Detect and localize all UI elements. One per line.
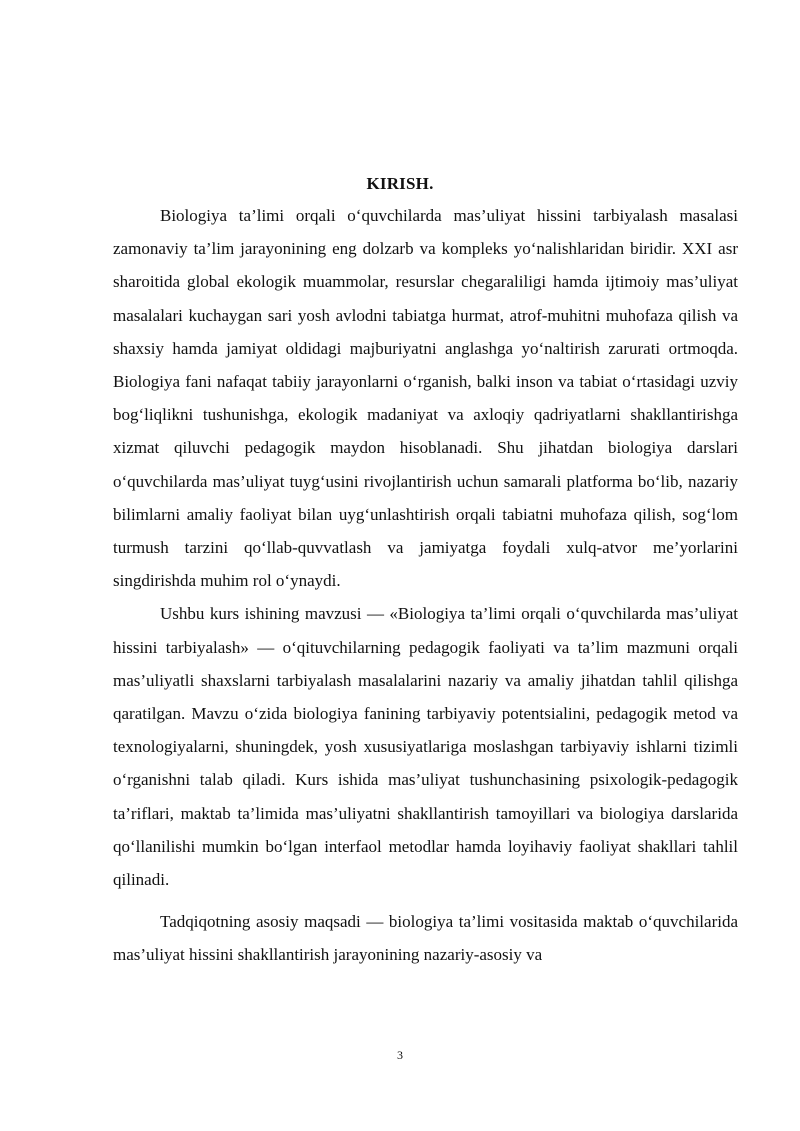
page-title: KIRISH. (366, 174, 434, 193)
paragraph-topic: Ushbu kurs ishining mavzusi — «Biologiya ta’limi orqali o‘quvchilarda mas’uliyat hissini tarbiyalash» — o‘qituvchilarning pedagogik faoliyati va ta’lim mazmuni orqali mas’uliyatli shaxslarni tarbiyalash masalalarini nazariy va amaliy jihatdan tahlil qilishga qaratilgan. Mavzu o‘zida biologiya fanining tarbiyaviy potentsialini, pedagogik metod va texnologiyalarni, shuningdek, yosh xususiyatlariga moslashgan tarbiyaviy ishlarni tizimli o‘rganishni talab qiladi. Kurs ishida mas’uliyat tushunchasining psixologik-pedagogik ta’riflari, maktab ta’limida mas’uliyatni shakllantirish tamoyillari va biologiya darslarida qo‘llanilishi mumkin bo‘lgan interfaol metodlar hamda loyihaviy faoliyat shakllari tahlil qilinadi. (113, 604, 738, 890)
paragraph-goal: Tadqiqotning asosiy maqsadi — biologiya ta’limi vositasida maktab o‘quvchilarida mas’uliyat hissini shakllantirish jarayonining nazariy-asosiy va (113, 912, 738, 965)
body-text (113, 199, 738, 972)
paragraph-intro: Biologiya ta’limi orqali o‘quvchilarda mas’uliyat hissini tarbiyalash masalasi zamonaviy ta’lim jarayonining eng dolzarb va kompleks yo‘nalishlaridan biridir. XXI asr sharoitida global ekologik muammolar, resurslar chegaraliligi hamda ijtimoiy mas’uliyat masalalari kuchaygan sari yosh avlodni tabiatga hurmat, atrof-muhitni muhofaza qilish va shaxsiy hamda jamiyat oldidagi majburiyatni anglashga yo‘naltirish zarurati ortmoqda. Biologiya fani nafaqat tabiiy jarayonlarni o‘rganish, balki inson va tabiat o‘rtasidagi uzviy bog‘liqlikni tushunishga, ekologik madaniyat va axloqiy qadriyatlarni shakllantirishga xizmat qiluvchi pedagogik maydon hisoblanadi. Shu jihatdan biologiya darslari o‘quvchilarda mas’uliyat tuyg‘usini rivojlantirish uchun samarali platforma bo‘lib, nazariy bilimlarni amaliy faoliyat bilan uyg‘unlashtirish orqali tabiatni muhofaza qilish, sog‘lom turmush tarzini qo‘llab-quvvatlash va jamiyatga foydali xulq-atvor me’yorlarini singdirishda muhim rol o‘ynaydi. (113, 206, 738, 591)
page-number: 3 (397, 1048, 403, 1062)
